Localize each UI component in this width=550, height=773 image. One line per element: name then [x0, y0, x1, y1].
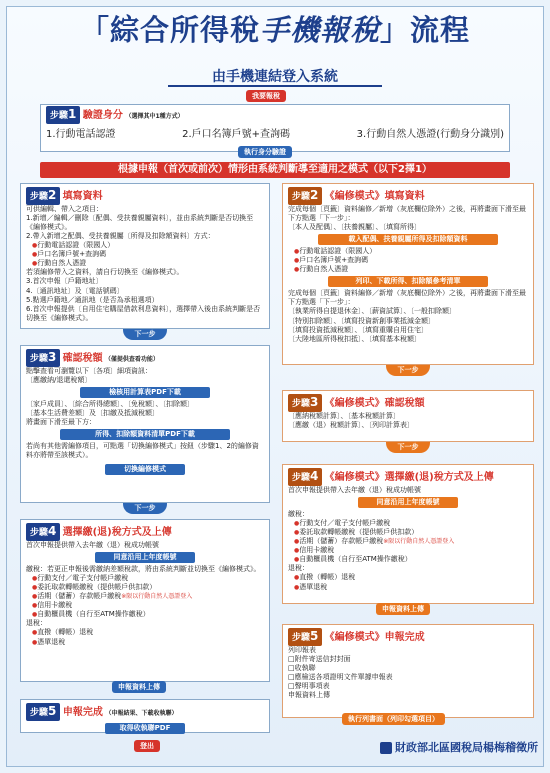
right-step2-line: 〔大陸地區所得稅扣抵〕、〔填寫基本稅額〕: [288, 334, 421, 343]
right-step3-label: 步驟3: [288, 394, 322, 412]
right-step4-label: 步驟4: [288, 468, 322, 486]
left-step4-line: 繳稅：若更正申報後需繳納差額稅款，將由系統判斷並切換至《編修模式》。: [26, 564, 261, 573]
left-step4-box: [20, 519, 270, 682]
right-pay-option[interactable]: ● 信用卡繳稅: [288, 546, 528, 555]
right-pay-option[interactable]: ● 委託取款轉帳繳稅（提供帳戶供扣款）: [288, 528, 528, 537]
print-selected-button[interactable]: 執行列書面（列印勾選項目）: [342, 713, 445, 725]
left-step2-next[interactable]: 下一步: [123, 329, 167, 340]
page-subtitle: 由手機連結登入系統: [168, 67, 382, 87]
left-step3-label: 步驟3: [26, 349, 60, 367]
left-pay-option[interactable]: ● 自動櫃員機（自行至ATM操作繳稅）: [26, 610, 264, 619]
right-step5-intro: 列印報表: [288, 645, 316, 654]
left-step2-line: 若須編修帶入之資料，請自行切換至《編修模式》。: [26, 268, 184, 277]
left-upload-button[interactable]: 申報資料上傳: [112, 681, 166, 693]
left-step5-note: （申報結果、下載收執聯）: [105, 710, 178, 717]
step1-option-2[interactable]: 2.戶口名簿戶號+查詢碼: [182, 128, 291, 140]
mode-banner: 根據申報（首次或前次）情形由系統判斷導至適用之模式（以下2擇1）: [40, 162, 510, 178]
right-step3-next[interactable]: 下一步: [386, 442, 430, 453]
right-step2-box: [282, 183, 534, 365]
right-step2-bullet: ● 戶口名簿戶號+查詢碼: [288, 256, 528, 265]
left-step3-line: 若尚有其他需編修項目，可點選「切換編修模式」按鈕（步驟1、2的編修資料亦將帶至該模式）。: [26, 442, 259, 460]
left-step2-line: 5.點選戶籍地／通訊地（是否為承租選項）: [26, 295, 159, 304]
right-step3-box: [282, 390, 534, 442]
right-step4-box: [282, 464, 534, 604]
step1-option-3[interactable]: 3.行動自然人憑證(行動身分識別): [356, 128, 504, 140]
step1-box: [40, 104, 510, 152]
right-step2-label: 步驟2: [288, 187, 322, 205]
left-pay-option[interactable]: ● 活期（儲蓄）存款帳戶繳稅※限以行動自然人憑證登入: [26, 592, 264, 601]
left-step2-title: 填寫資料: [62, 191, 103, 202]
step1-label: 步驟1: [46, 106, 80, 124]
left-refund-option[interactable]: ● 憑單退稅: [26, 638, 264, 647]
print-option-checkbox[interactable]: □ 附件寄送信封封面: [288, 655, 528, 664]
right-pay-label: 繳稅：: [288, 509, 309, 518]
right-step4-intro: 首次申報提供帶入去年繳（退）稅成功帳號: [288, 485, 421, 494]
left-step3-next[interactable]: 下一步: [123, 503, 167, 514]
agency-logo-icon: [380, 742, 392, 754]
left-step3-line: 點擊查看可瀏覽以下〔各項〕細項資訊：: [26, 366, 152, 375]
right-step5-label: 步驟5: [288, 628, 322, 646]
right-step2-line: 〔填寫投資抵減稅額〕、〔填寫重購自用住宅〕: [288, 325, 428, 334]
verify-identity-button[interactable]: 執行身分驗證: [238, 146, 292, 158]
right-step3-title: 《編修模式》確認稅額: [324, 398, 425, 409]
left-refund-option[interactable]: ● 直撥（轉帳）退稅: [26, 628, 264, 637]
left-step2-bullet: ● 行動電話認證（限國人）: [26, 241, 264, 250]
right-upload-button[interactable]: 申報資料上傳: [376, 603, 430, 615]
left-step2-box: [20, 183, 270, 329]
left-step2-label: 步驟2: [26, 187, 60, 205]
footer-agency: 財政部北區國稅局楊梅稽徵所: [318, 741, 538, 755]
left-step3-line: 〔基本生活費差額〕及〔扣繳及抵減稅額〕: [26, 408, 159, 417]
left-cert-note: ※限以行動自然人憑證登入: [121, 593, 193, 601]
left-step2-bullet: ● 戶口名簿戶號+查詢碼: [26, 250, 264, 259]
right-step5-download: 申報資料上傳: [288, 691, 330, 700]
calc-sheet-pdf-button[interactable]: 檢核用計算表PDF下載: [80, 387, 210, 398]
left-pay-option[interactable]: ● 委託取款轉帳繳稅（提供帳戶供扣款）: [26, 583, 264, 592]
right-step5-title: 《編修模式》申報完成: [324, 632, 425, 643]
switch-edit-mode-button[interactable]: 切換編修模式: [105, 464, 185, 475]
left-refund-label: 退稅：: [26, 619, 47, 628]
right-step2-line: 完成每個〔頁籤〕資料編修／新增（灰底欄位除外）之後，再將畫面下滑至最下方點選「下一步」：: [288, 204, 526, 222]
right-reuse-account-button[interactable]: 同意沿用上年度帳號: [358, 497, 458, 508]
left-step3-line: 〔應繳納/退還稅額〕: [26, 375, 92, 384]
left-pay-option[interactable]: ● 行動支付／電子支付帳戶繳稅: [26, 574, 264, 583]
step1-option-1[interactable]: 1.行動電話認證: [46, 128, 116, 140]
left-step3-box: [20, 345, 270, 503]
right-pay-option[interactable]: ● 自動櫃員機（自行至ATM操作繳稅）: [288, 555, 528, 564]
right-step2-next[interactable]: 下一步: [386, 365, 430, 376]
print-option-checkbox[interactable]: □ 聲明事項表: [288, 682, 528, 691]
right-step2-title: 《編修模式》填寫資料: [324, 191, 425, 202]
right-step5-box: [282, 624, 534, 718]
left-pay-option[interactable]: ● 信用卡繳稅: [26, 601, 264, 610]
left-step3-note: （僅提供查看功能）: [104, 356, 159, 363]
left-step3-title: 確認稅額: [62, 353, 103, 364]
right-step3-line: 〔應繳（退）稅額計算〕、〔列印計算表〕: [288, 420, 414, 429]
print-option-checkbox[interactable]: □ 收執聯: [288, 664, 528, 673]
left-step3-line: 將畫面下滑至最下方：: [26, 418, 96, 427]
logout-button[interactable]: 登出: [134, 740, 160, 752]
page-title: 「綜合所得稅手機報稅」流程: [79, 13, 471, 47]
right-step2-line: 〔特別扣除額〕、〔填寫投資新創事業抵減金額〕: [288, 316, 435, 325]
right-step2-line: 完成每個〔頁籤〕資料編修／新增（灰底欄位除外）之後，再將畫面下滑至最下方點選「下一步」：: [288, 289, 526, 307]
right-step2-line: 〔本人及配偶〕、〔扶養親屬〕、〔填寫所得〕: [288, 222, 421, 231]
left-step2-line: 可供編輯、帶入之項目：: [26, 204, 103, 213]
load-spouse-data-button[interactable]: 載入配偶、扶養親屬所得及扣除額資料: [318, 234, 498, 245]
left-step2-line: 6.首次申報提供〔自用住宅購屋借款利息資料〕，選擇帶入後由系統判斷是否切換至《編修模式》。: [26, 304, 261, 322]
left-step3-line: 〔家戶成員〕、〔綜合所得總額〕、〔免稅額〕、〔扣除額〕: [26, 399, 194, 408]
right-step2-bullet: ● 行動電話認證（限國人）: [288, 247, 528, 256]
right-step2-bullet: ● 行動自然人憑證: [288, 265, 528, 274]
right-refund-label: 退稅：: [288, 564, 309, 573]
start-filing-button[interactable]: 我要報稅: [246, 90, 286, 102]
income-deduction-pdf-button[interactable]: 所得、扣除額資料清單PDF下載: [60, 429, 230, 440]
left-step4-intro: 首次申報提供帶入去年繳（退）稅成功帳號: [26, 540, 159, 549]
left-step4-title: 選擇繳(退)稅方式及上傳: [62, 527, 172, 538]
get-receipt-pdf-button[interactable]: 取得收執聯PDF: [105, 723, 185, 734]
step1-note: （選擇其中1種方式）: [125, 113, 184, 120]
left-step5-title: 申報完成: [62, 707, 103, 718]
left-step2-line: 2.帶入新增之配偶、受扶養親屬〔所得及扣除額資料〕方式：: [26, 231, 215, 240]
left-step5-box: [20, 699, 270, 733]
left-step2-line: 4.〔通訊地址〕及〔電話號碼〕: [26, 286, 124, 295]
right-refund-option[interactable]: ● 憑單退稅: [288, 583, 528, 592]
left-step4-label: 步驟4: [26, 523, 60, 541]
left-step2-line: 3.首次申報〔戶籍地址〕: [26, 277, 103, 286]
right-step2-line: 〔執業所得自提退休金〕、〔薪資試算〕、〔一般扣除額〕: [288, 307, 456, 316]
right-pay-option[interactable]: ● 活期（儲蓄）存款帳戶繳稅※限以行動自然人憑證登入: [288, 537, 528, 546]
right-refund-option[interactable]: ● 直撥（轉帳）退稅: [288, 573, 528, 582]
left-step5-label: 步驟5: [26, 703, 60, 721]
left-reuse-account-button[interactable]: 同意沿用上年度帳號: [95, 552, 195, 563]
right-cert-note: ※限以行動自然人憑證登入: [383, 538, 455, 546]
step1-title: 驗證身分: [82, 110, 123, 121]
right-pay-option[interactable]: ● 行動支付／電子支付帳戶繳稅: [288, 519, 528, 528]
right-step3-line: 〔應納稅額計算〕、〔基本稅額計算〕: [288, 411, 400, 420]
left-step2-line: 1.新增／編輯／刪除〔配偶、受扶養親屬資料〕，並由系統判斷是否切換至《編修模式》。: [26, 213, 254, 231]
print-reference-list-button[interactable]: 列印、下載所得、扣除額參考清單: [328, 276, 488, 287]
left-step2-bullet: ● 行動自然人憑證: [26, 259, 264, 268]
right-step4-title: 《編修模式》選擇繳(退)稅方式及上傳: [324, 472, 494, 483]
print-option-checkbox[interactable]: □ 應檢送各項證明文件單據申報表: [288, 673, 528, 682]
